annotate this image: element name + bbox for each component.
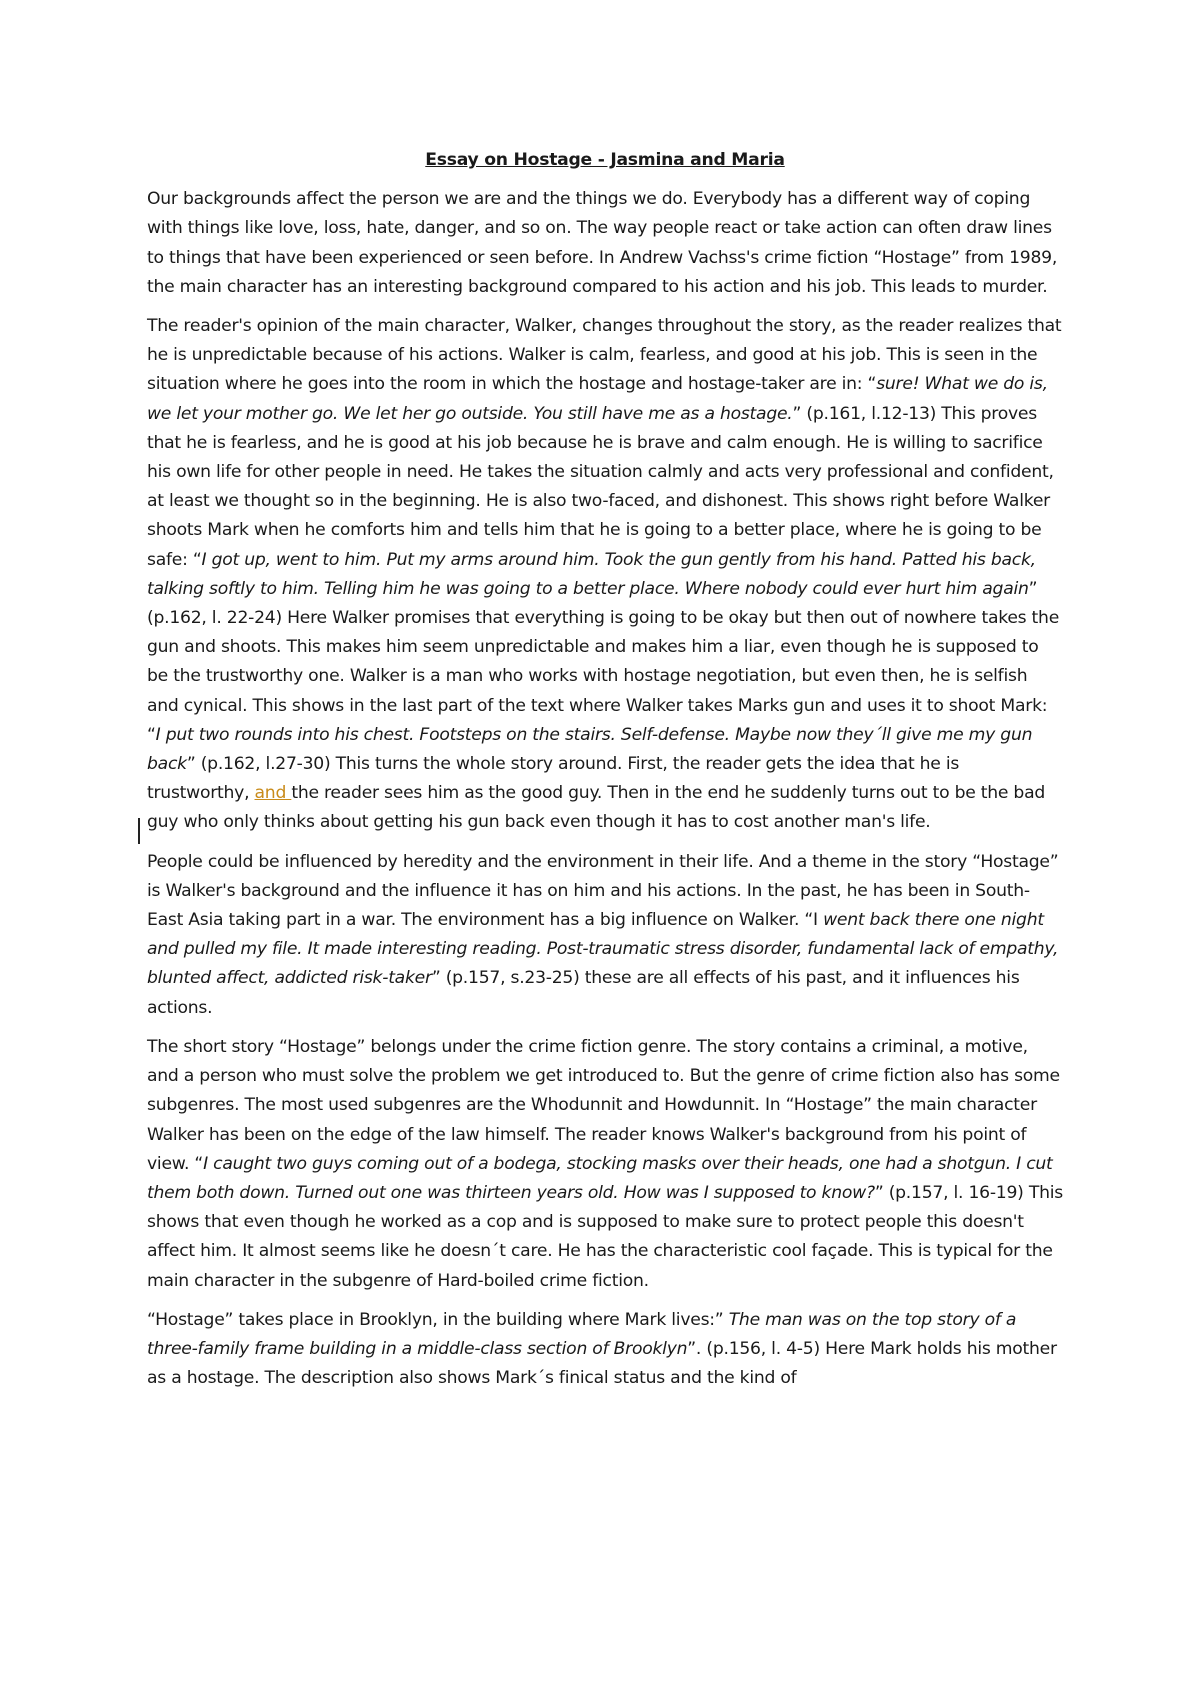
text-run: ” (p.162, l.27-30) This turns the whole story around. First, the reader gets the idea that he is trustworthy, xyxy=(147,754,960,804)
quote-run: I got up, went to him. Put my arms around him. Took the gun gently from his hand. Patted his back, talking softly to him. Telling him he was going to a better place. Where nobody could ever hurt him again xyxy=(147,549,1036,599)
text-run: ” (p.161, l.12-13) This proves that he is fearless, and he is good at his job because he is brave and calm enough. He is willing to sacrifice his own life for other people in need. He takes the situation calmly and acts very professional and confident, at least we thought so in the beginning. He is also two-faced, and dishonest. This shows right before Walker shoots Mark when he comforts him and tells him that he is going to a better place, where he is going to be safe: “ xyxy=(147,403,1054,570)
paragraph-text: Our backgrounds affect the person we are and the things we do. Everybody has a different way of coping with things like love, loss, hate, danger, and so on. The way people react or take action can often draw lines to things that have been experienced or seen before. In Andrew Vachss's crime fiction “Hostage” from 1989, the main character has an interesting background compared to his action and his job. This leads to murder. xyxy=(147,189,1058,297)
text-run: ” (p.162, l. 22-24) Here Walker promises that everything is going to be okay but then out of nowhere takes the gun and shoots. This makes him seem unpredictable and makes him a liar, even though he is supposed to be the trustworthy one. Walker is a man who works with hostage negotiation, but even then, he is selfish and cynical. This shows in the last part of the text where Walker takes Marks gun and uses it to shoot Mark: “ xyxy=(147,578,1060,745)
text-run: ” (p.157, l. 16-19) This shows that even though he worked as a cop and is supposed to make sure to protect people this doesn't affect him. It almost seems like he doesn´t care. He has the characteristic cool façade. This is typical for the main character in the subgenre of Hard-boiled crime fiction. xyxy=(147,1182,1063,1291)
text-run: “Hostage” takes place in Brooklyn, in the building where Mark lives:” xyxy=(147,1309,729,1330)
text-run: People could be influenced by heredity and the environment in their life. And a theme in the story “Hostage” is Walker's background and the influence it has on him and his actions. In the past, he has been in South-East Asia taking part in a war. The environment has a big influence on Walker. “I xyxy=(147,851,1059,931)
paragraph-character xyxy=(147,312,1063,838)
essay-title: Essay on Hostage - Jasmina and Maria xyxy=(425,150,785,170)
text-run: ” (p.157, s.23-25) these are all effects of his past, and it influences his actions. xyxy=(147,968,1020,1018)
text-run: The short story “Hostage” belongs under the crime fiction genre. The story contains a criminal, a motive, and a person who must solve the problem we get introduced to. But the genre of crime fiction also has some subgenres. The most used subgenres are the Whodunnit and Howdunnit. In “Hostage” the main character Walker has been on the edge of the law himself. The reader knows Walker's background from his point of view. “ xyxy=(147,1036,1060,1174)
paragraph-intro xyxy=(147,185,1063,302)
document-body[interactable] xyxy=(147,146,1063,1403)
paragraph-background xyxy=(147,848,1063,1023)
tracked-change-bar xyxy=(138,818,140,844)
quote-run: The man was on the top story of a three-family frame building in a middle-class section of Brooklyn xyxy=(147,1309,1017,1359)
text-run: The reader's opinion of the main character, Walker, changes throughout the story, as the reader realizes that he is unpredictable because of his actions. Walker is calm, fearless, and good at his job. This is seen in the situation where he goes into the room in which the hostage and hostage-taker are in: “ xyxy=(147,316,1062,395)
quote-run: I caught two guys coming out of a bodega, stocking masks over their heads, one had a shotgun. I cut them both down. Turned out one was thirteen years old. How was I supposed to know? xyxy=(147,1153,1053,1203)
paragraph-setting xyxy=(147,1306,1063,1394)
text-run: ”. (p.156, l. 4-5) Here Mark holds his mother as a hostage. The description also shows Mark´s finical status and the kind of xyxy=(147,1338,1057,1389)
tracked-insertion[interactable]: and xyxy=(254,783,292,804)
quote-run: I put two rounds into his chest. Footsteps on the stairs. Self-defense. Maybe now they´ll give me my gun back xyxy=(147,724,1033,775)
paragraph-genre xyxy=(147,1033,1063,1296)
quote-run: sure! What we do is, we let your mother go. We let her go outside. You still have me as a hostage. xyxy=(147,374,1048,424)
text-run: the reader sees him as the good guy. Then in the end he suddenly turns out to be the bad guy who only thinks about getting his gun back even though it has to cost another man's life. xyxy=(147,783,1046,833)
quote-run: went back there one night and pulled my file. It made interesting reading. Post-traumatic stress disorder, fundamental lack of empathy, blunted affect, addicted risk-taker xyxy=(147,910,1059,989)
